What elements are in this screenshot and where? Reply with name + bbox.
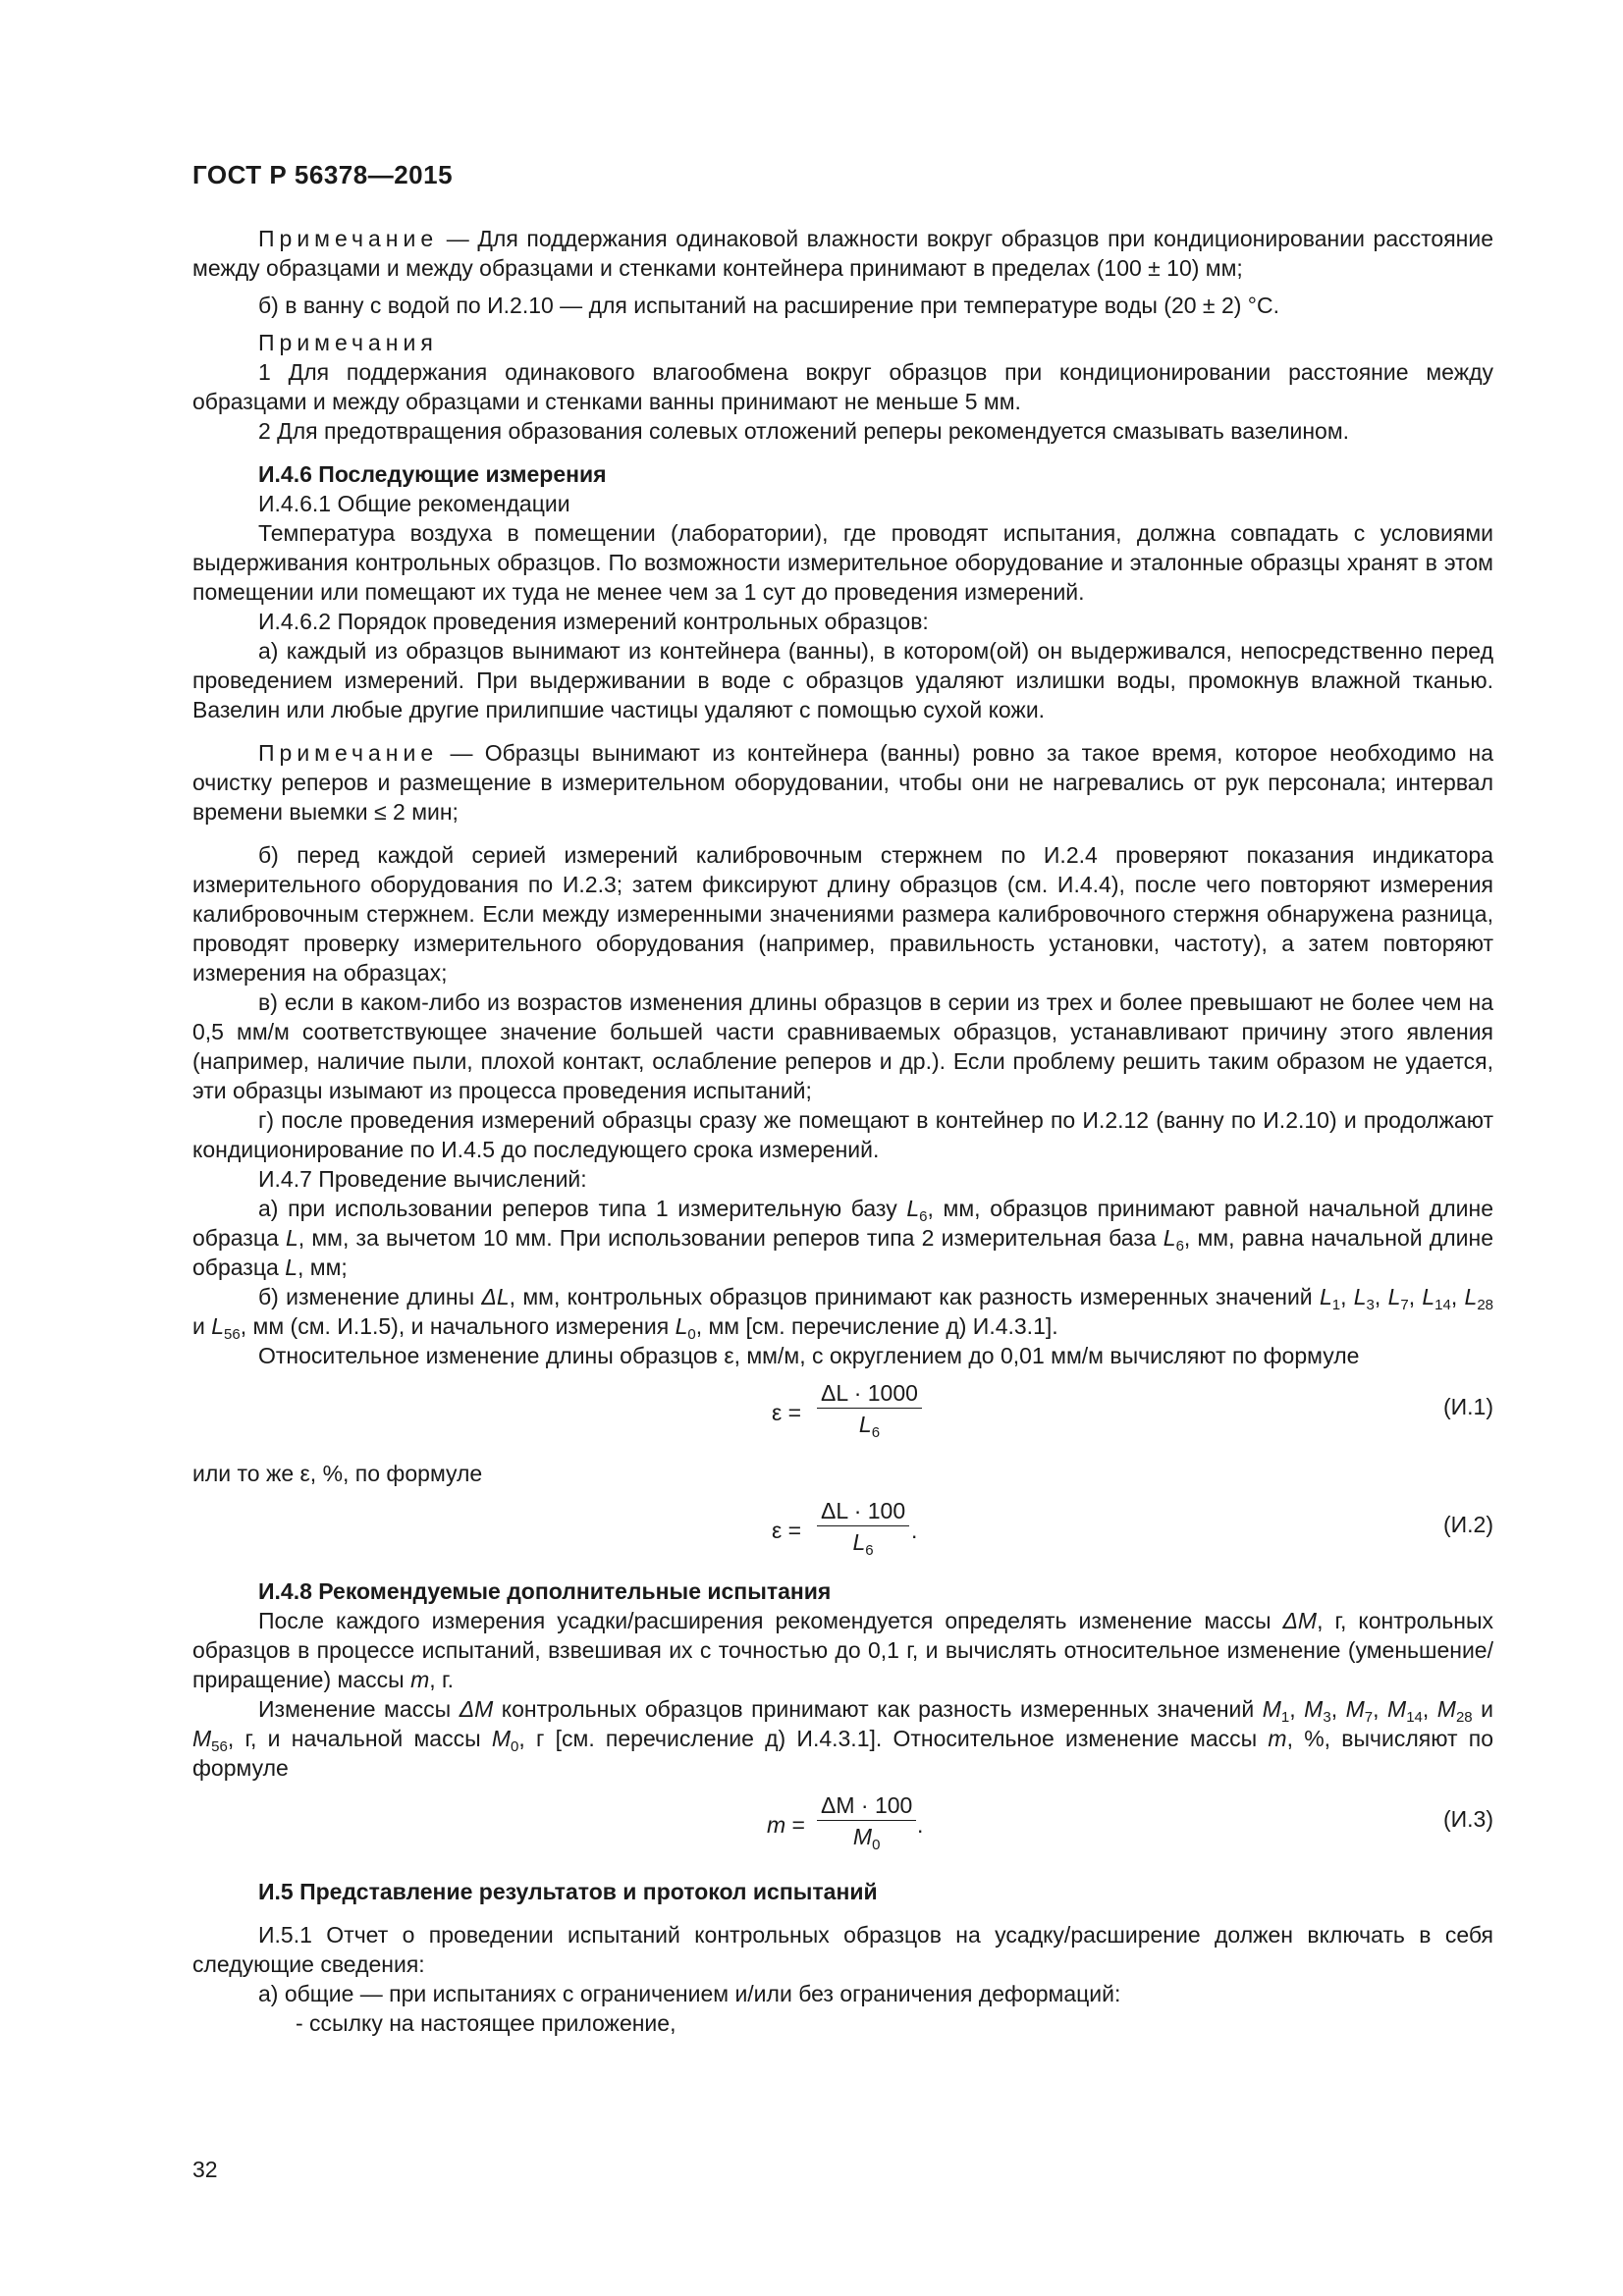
paragraph: После каждого измерения усадки/расширения рекомендуется определять изменение массы ΔM, г, контрольных образцов в процессе испытаний, взвешивая их с точностью до 0,1 г, и вычислять относительное изменение (уменьшение/приращение) массы m, г. bbox=[192, 1608, 1493, 1692]
numerator: ΔL · 100 bbox=[817, 1496, 909, 1526]
section-title: И.4.6 Последующие измерения bbox=[258, 461, 607, 487]
list-item: г) после проведения измерений образцы сразу же помещают в контейнер по И.2.12 (ванну по И.2.10) и продолжают кондиционирование по И.4.5 до последующего срока измерений. bbox=[192, 1107, 1493, 1162]
numerator: ΔL · 1000 bbox=[817, 1378, 922, 1409]
list-item: б) в ванну с водой по И.2.10 — для испытаний на расширение при температуре воды (20 ± 2) °С. bbox=[258, 293, 1279, 318]
formula-lhs: m = bbox=[767, 1812, 805, 1838]
formula-number: (И.2) bbox=[1442, 1512, 1493, 1537]
denominator: $L_6$ bbox=[852, 1529, 874, 1559]
section-title: И.4.8 Рекомендуемые дополнительные испытания bbox=[258, 1578, 832, 1604]
paragraph: И.5.1 Отчет о проведении испытаний контрольных образцов на усадку/расширение должен включать в себя следующие сведения: bbox=[192, 1922, 1493, 1977]
numerator: ΔM · 100 bbox=[817, 1790, 916, 1821]
formula-number: (И.1) bbox=[1442, 1394, 1493, 1419]
standard-header: ГОСТ Р 56378—2015 bbox=[192, 160, 454, 189]
denominator: $M_0$ bbox=[852, 1824, 881, 1853]
list-item: а) при использовании реперов типа 1 измерительную базу $L_6$, мм, образцов принимают равной начальной длине образца L, мм, за вычетом 10 мм. При использовании реперов типа 2 измерительная база $L_6$, мм, равна начальной длине образца L, мм; bbox=[192, 1196, 1493, 1280]
notes-label: Примечания bbox=[258, 330, 438, 355]
paragraph: или то же ε, %, по формуле bbox=[192, 1461, 483, 1486]
paragraph: Относительное изменение длины образцов ε, мм/м, с округлением до 0,01 мм/м вычисляют по формуле bbox=[258, 1343, 1360, 1368]
subsection-title: И.4.7 Проведение вычислений: bbox=[258, 1166, 587, 1192]
list-item: б) изменение длины ΔL, мм, контрольных образцов принимают как разность измеренных значений $L_1$, $L_3$, $L_7$, $L_{14}$, $L_{28}$ и $L_{56}$, мм (см. И.1.5), и начального измерения $L_0$, мм [см. перечисление д) И.4.3.1]. bbox=[192, 1284, 1494, 1343]
formula-1 bbox=[192, 1378, 1493, 1451]
fraction bbox=[817, 1790, 916, 1852]
note-paragraph: Примечание — Для поддержания одинаковой влажности вокруг образцов при кондиционировании расстояние между образцами и между образцами и стенками контейнера принимают в пределах (100 ± 10) мм; bbox=[192, 226, 1493, 281]
subsection-title: И.4.6.2 Порядок проведения измерений контрольных образцов: bbox=[258, 609, 929, 634]
subsection-title: И.4.6.1 Общие рекомендации bbox=[258, 491, 570, 516]
section-title: И.5 Представление результатов и протокол испытаний bbox=[258, 1879, 878, 1904]
paragraph: Изменение массы ΔM контрольных образцов принимают как разность измеренных значений $M_1$, $M_3$, $M_7$, $M_{14}$, $M_{28}$ и $M_{56}$, г, и начальной массы $M_0$, г [см. перечисление д) И.4.3.1]. Относительное изменение массы m, %, вычисляют по формуле bbox=[192, 1696, 1494, 1781]
paragraph: Температура воздуха в помещении (лаборатории), где проводят испытания, должна совпадать с условиями выдерживания контрольных образцов. По возможности измерительное оборудование и эталонные образцы хранят в этом помещении или помещают их туда не менее чем за 1 сут до проведения измерений. bbox=[192, 520, 1493, 605]
note-item: 1 Для поддержания одинакового влагообмена вокруг образцов при кондиционировании расстояние между образцами и между образцами и стенками ванны принимают не меньше 5 мм. bbox=[192, 359, 1493, 414]
formula-lhs: ε = bbox=[772, 1400, 802, 1425]
list-item: б) перед каждой серией измерений калибровочным стержнем по И.2.4 проверяют показания индикатора измерительного оборудования по И.2.3; затем фиксируют длину образцов (см. И.4.4), после чего повторяют измерения калибровочным стержнем. Если между измеренными значениями размера калибровочного стержня обнаружена разница, проводят проверку измерительного оборудования (например, правильность установки, частоту), а затем повторяют измерения на образцах; bbox=[192, 842, 1493, 986]
fraction bbox=[817, 1378, 922, 1440]
formula-2: ε = $\frac{\Delta L \cdot 100}{L_6}$ . (И.2) bbox=[772, 1498, 1493, 1559]
note-paragraph: Примечание — Образцы вынимают из контейнера (ванны) ровно за такое время, которое необходимо на очистку реперов и размещение в измерительном оборудовании, чтобы они не нагревались от рук персонала; интервал времени выемки ≤ 2 мин; bbox=[192, 740, 1494, 825]
list-item: а) каждый из образцов вынимают из контейнера (ванны), в котором(ой) он выдерживался, непосредственно перед проведением измерений. При выдерживании в воде с образцов удаляют излишки воды, промокнув влажной тканью. Вазелин или любые другие прилипшие частицы удаляют с помощью сухой кожи. bbox=[192, 638, 1493, 722]
fraction bbox=[817, 1496, 909, 1558]
list-item: а) общие — при испытаниях с ограничением и/или без ограничения деформаций: bbox=[258, 1981, 1121, 2006]
formula-3: m = $\frac{\Delta M \cdot 100}{M_0}$ . (И.3) bbox=[767, 1792, 1493, 1853]
page-number: 32 bbox=[192, 2157, 218, 2182]
list-item: - ссылку на настоящее приложение, bbox=[296, 2010, 676, 2036]
page-content bbox=[192, 224, 1493, 2038]
formula-number: (И.3) bbox=[1442, 1806, 1493, 1832]
denominator: $L_6$ bbox=[858, 1412, 881, 1441]
formula-lhs: ε = bbox=[772, 1518, 802, 1543]
note-item: 2 Для предотвращения образования солевых отложений реперы рекомендуется смазывать вазелином. bbox=[258, 418, 1350, 444]
list-item: в) если в каком-либо из возрастов изменения длины образцов в серии из трех и более превышают не более чем на 0,5 мм/м соответствующее значение большей части сравниваемых образцов, устанавливают причину этого явления (например, наличие пыли, плохой контакт, ослабление реперов и др.). Если проблему решить таким образом не удается, эти образцы изымают из процесса проведения испытаний; bbox=[192, 989, 1493, 1103]
